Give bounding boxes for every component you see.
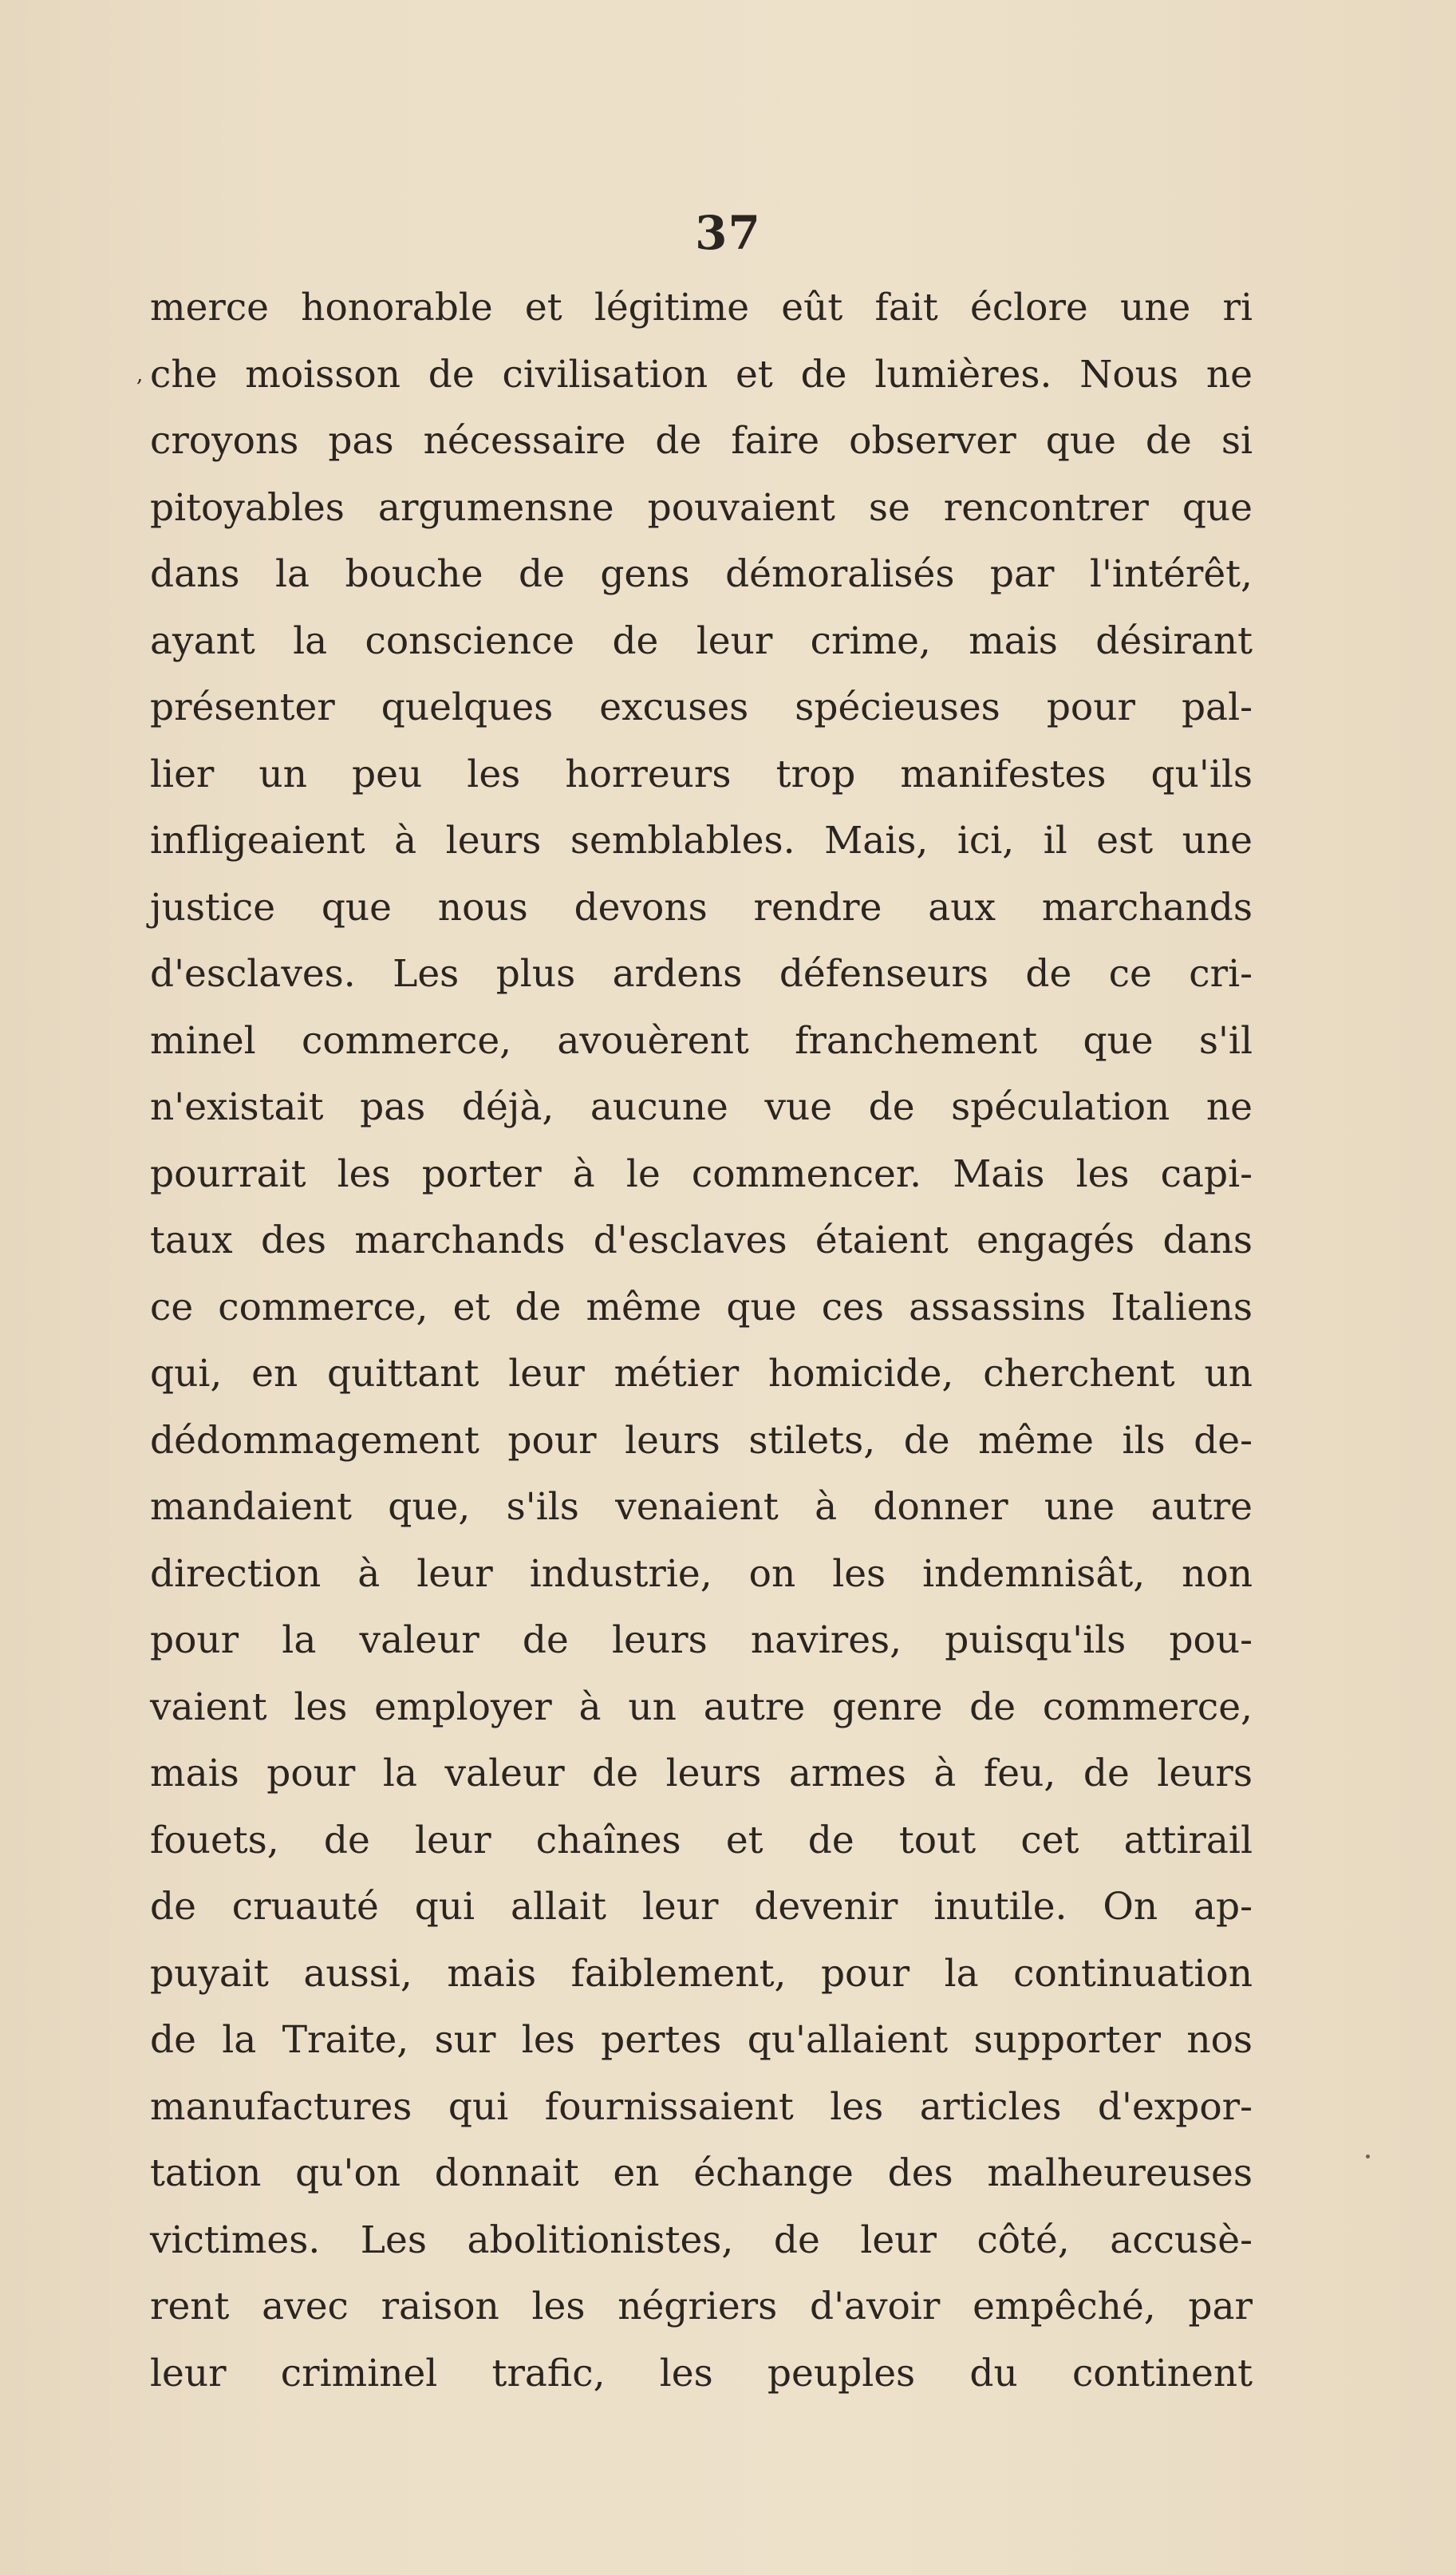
text-line: pitoyables argumensne pouvaient se rencontrer que xyxy=(150,485,1253,530)
margin-mark: , xyxy=(136,363,144,387)
text-line: minel commerce, avouèrent franchement que s'il xyxy=(150,1018,1253,1063)
text-line: pourrait les porter à le commencer. Mais les capi- xyxy=(150,1151,1253,1196)
text-line: présenter quelques excuses spécieuses pour pal- xyxy=(150,685,1253,729)
text-line: puyait aussi, mais faiblement, pour la continuation xyxy=(150,1951,1253,1996)
text-line: de la Traite, sur les pertes qu'allaient supporter nos xyxy=(150,2018,1253,2062)
text-line: infligeaient à leurs semblables. Mais, ici, il est une xyxy=(150,819,1253,863)
paper-speck xyxy=(1366,2154,1370,2158)
text-line: manufactures qui fournissaient les articles d'expor- xyxy=(150,2084,1253,2129)
page-number: 37 xyxy=(695,206,761,260)
text-line: ayant la conscience de leur crime, mais désirant xyxy=(150,618,1253,663)
text-line: leur criminel trafic, les peuples du continent xyxy=(150,2351,1253,2395)
text-line: justice que nous devons rendre aux marchands xyxy=(150,885,1253,930)
body-text xyxy=(150,274,1253,2407)
text-line: mais pour la valeur de leurs armes à feu, de leurs xyxy=(150,1752,1253,1795)
text-line: n'existait pas déjà, aucune vue de spéculation ne xyxy=(150,1085,1253,1129)
text-line: merce honorable et légitime eût fait éclore une ri xyxy=(150,286,1253,330)
text-line: taux des marchands d'esclaves étaient engagés dans xyxy=(150,1218,1253,1262)
text-line: mandaient que, s'ils venaient à donner une autre xyxy=(150,1485,1253,1529)
text-line: vaient les employer à un autre genre de commerce, xyxy=(150,1684,1253,1729)
text-line: direction à leur industrie, on les indemnisât, non xyxy=(150,1551,1253,1596)
text-line: ce commerce, et de même que ces assassins Italiens xyxy=(150,1285,1253,1329)
text-line: qui, en quittant leur métier homicide, cherchent un xyxy=(150,1352,1253,1396)
text-line: de cruauté qui allait leur devenir inutile. On ap- xyxy=(150,1885,1253,1929)
text-line: croyons pas nécessaire de faire observer que de si xyxy=(150,419,1253,463)
text-line: victimes. Les abolitionistes, de leur côté, accusè- xyxy=(150,2218,1253,2262)
text-line: pour la valeur de leurs navires, puisqu'ils pou- xyxy=(150,1618,1253,1662)
text-line: tation qu'on donnait en échange des malheureuses xyxy=(150,2151,1253,2195)
text-line: rent avec raison les négriers d'avoir empêché, par xyxy=(150,2285,1253,2328)
text-line: che moisson de civilisation et de lumières. Nous ne xyxy=(150,352,1253,397)
text-line: dédommagement pour leurs stilets, de même ils de- xyxy=(150,1418,1253,1463)
text-line: dans la bouche de gens démoralisés par l'intérêt, xyxy=(150,552,1253,596)
text-line: lier un peu les horreurs trop manifestes qu'ils xyxy=(150,752,1253,796)
text-line: d'esclaves. Les plus ardens défenseurs de ce cri- xyxy=(150,952,1253,996)
text-line: fouets, de leur chaînes et de tout cet attirail xyxy=(150,1818,1253,1862)
